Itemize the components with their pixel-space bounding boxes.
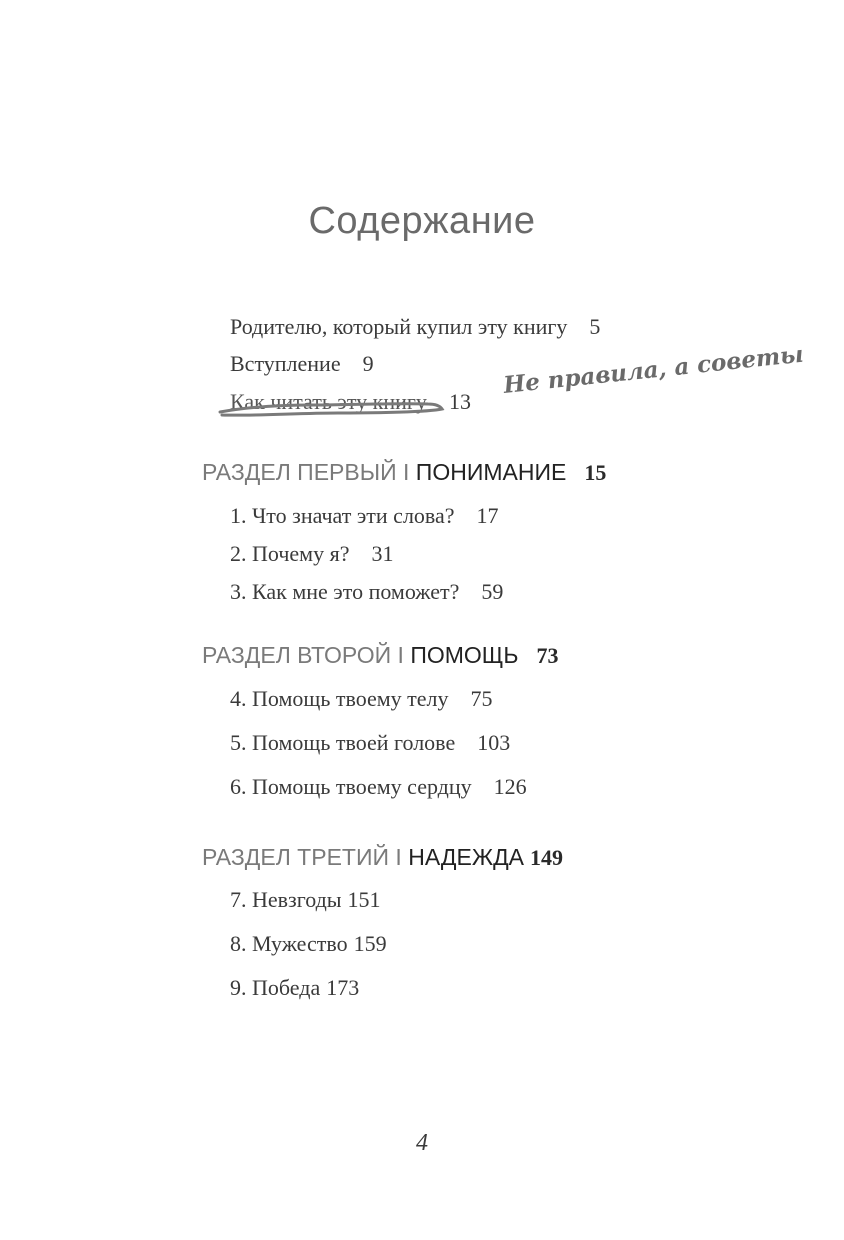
toc-chapter-7 (230, 887, 381, 913)
toc-chapter-8 (230, 931, 387, 957)
section-name: ПОНИМАНИЕ (415, 459, 567, 485)
crossed-out-label (230, 389, 427, 415)
toc-entry-page: 126 (493, 774, 527, 799)
toc-entry-label: Как читать эту книгу (230, 389, 427, 414)
toc-entry-label: 8. Мужество (230, 931, 348, 956)
toc-entry-label: 2. Почему я? (230, 541, 350, 566)
toc-entry-page: 31 (371, 541, 394, 566)
toc-entry-page: 151 (347, 887, 381, 912)
handwritten-note: Не правила, а советы (502, 340, 805, 399)
section-name: ПОМОЩЬ (410, 642, 519, 668)
section-prefix: РАЗДЕЛ ПЕРВЫЙ I (202, 459, 410, 485)
section-heading-1 (202, 458, 606, 487)
toc-entry-page: 59 (481, 579, 504, 604)
section-prefix: РАЗДЕЛ ТРЕТИЙ I (202, 844, 402, 870)
section-name: НАДЕЖДА (408, 844, 524, 870)
page-title: Содержание (308, 200, 536, 242)
toc-entry-label: 6. Помощь твоему сердцу (230, 774, 472, 799)
toc-entry-intro (230, 351, 374, 377)
toc-chapter-5 (230, 730, 510, 756)
strikethrough-scribble-icon (218, 391, 450, 425)
page-number: 4 (416, 1130, 428, 1156)
toc-entry-label: Вступление (230, 351, 341, 376)
section-page: 149 (530, 845, 563, 870)
toc-chapter-6 (230, 774, 527, 800)
section-heading-2 (202, 641, 558, 670)
toc-entry-page: 9 (362, 351, 374, 376)
toc-entry-label: Родителю, который купил эту книгу (230, 314, 568, 339)
toc-entry-page: 5 (589, 314, 601, 339)
toc-entry-page: 159 (353, 931, 387, 956)
section-page: 73 (536, 643, 559, 668)
toc-entry-label: 9. Победа (230, 975, 321, 1000)
toc-entry-label: 1. Что значат эти слова? (230, 503, 455, 528)
toc-entry-page: 103 (477, 730, 511, 755)
section-prefix: РАЗДЕЛ ВТОРОЙ I (202, 642, 404, 668)
toc-entry-label: 7. Невзгоды (230, 887, 342, 912)
toc-entry-page: 75 (470, 686, 493, 711)
toc-entry-page: 17 (476, 503, 499, 528)
toc-chapter-3 (230, 579, 503, 605)
toc-entry-label: 5. Помощь твоей голове (230, 730, 456, 755)
toc-entry-label: 3. Как мне это поможет? (230, 579, 460, 604)
section-heading-3 (202, 843, 563, 872)
section-page: 15 (584, 460, 607, 485)
toc-entry-label: 4. Помощь твоему телу (230, 686, 449, 711)
toc-entry-page: 13 (448, 389, 471, 414)
toc-chapter-9 (230, 975, 359, 1001)
toc-chapter-4 (230, 686, 493, 712)
toc-entry-page: 173 (326, 975, 360, 1000)
toc-chapter-1 (230, 503, 499, 529)
toc-entry-parent (230, 314, 600, 340)
toc-entry-how-to-read (230, 389, 471, 415)
toc-chapter-2 (230, 541, 393, 567)
